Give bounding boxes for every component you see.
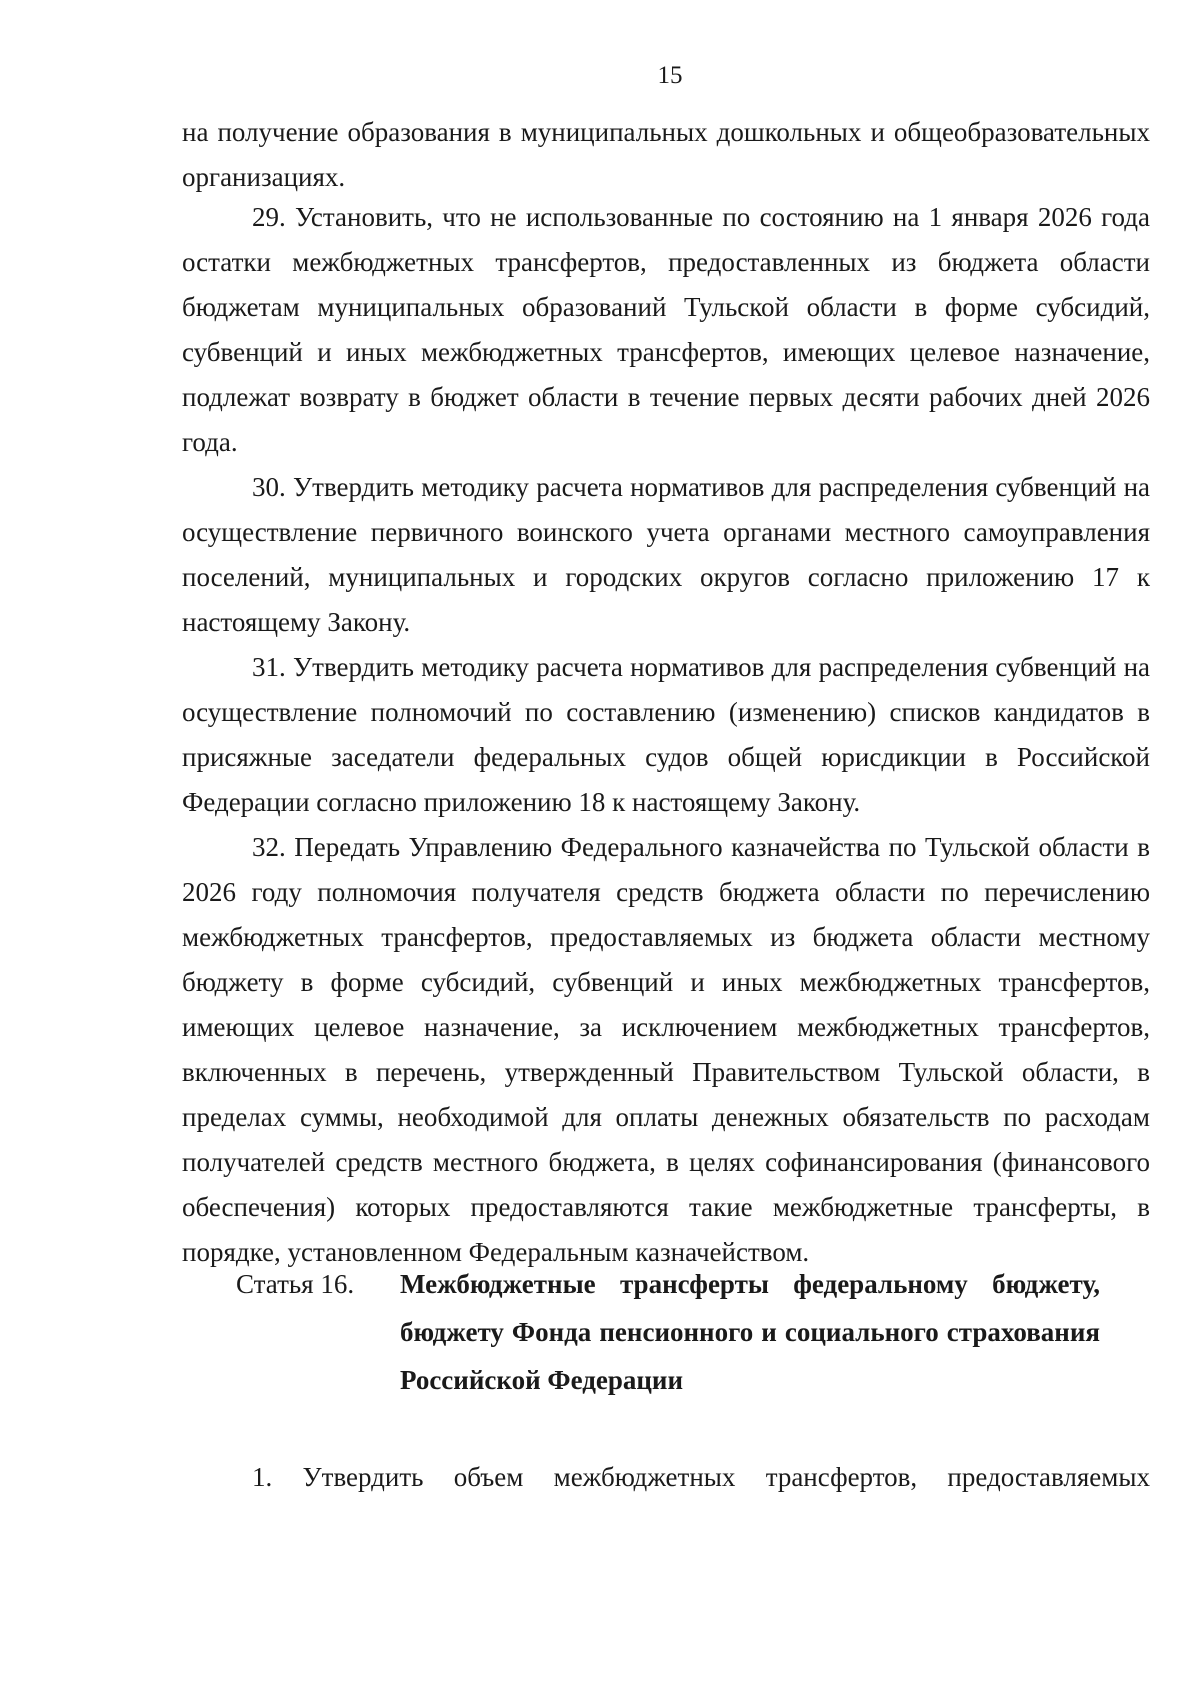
- paragraph-article-1: 1. Утвердить объем межбюджетных трансфертов, предоставляемых: [252, 1462, 1150, 1492]
- paragraph-31: 31. Утвердить методику расчета нормативов для распределения субвенций на осуществление полномочий по составлению (изменению) списков кандидатов в присяжные заседатели федеральных судов общей юрисдикции в Российской Федерации согласно приложению 18 к настоящему Закону.: [182, 652, 1150, 817]
- paragraph-32: 32. Передать Управлению Федерального казначейства по Тульской области в 2026 году полномочия получателя средств бюджета области по перечислению межбюджетных трансфертов, предоставляемых из бюджета области местному бюджету в форме субсидий, субвенций и иных межбюджетных трансфертов, имеющих целевое назначение, за исключением межбюджетных трансфертов, включенных в перечень, утвержденный Правительством Тульской области, в пределах суммы, необходимой для оплаты денежных обязательств по расходам получателей средств местного бюджета, в целях софинансирования (финансового обеспечения) которых предоставляются такие межбюджетные трансферты, в порядке, установленном Федеральным казначейством.: [182, 832, 1150, 1267]
- paragraph-29: 29. Установить, что не использованные по состоянию на 1 января 2026 года остатки межбюджетных трансфертов, предоставленных из бюджета области бюджетам муниципальных образований Тульской области в форме субсидий, субвенций и иных межбюджетных трансфертов, имеющих целевое назначение, подлежат возврату в бюджет области в течение первых десяти рабочих дней 2026 года.: [182, 202, 1150, 457]
- paragraph-continuation: на получение образования в муниципальных дошкольных и общеобразовательных организациях.: [182, 117, 1150, 192]
- article-label: Статья 16.: [236, 1269, 355, 1299]
- body-text-article: [182, 1455, 1150, 1500]
- article-title: Межбюджетные трансферты федеральному бюджету, бюджету Фонда пенсионного и социального страхования Российской Федерации: [400, 1269, 1100, 1395]
- body-text: [182, 110, 1150, 200]
- body-text-numbered: [182, 195, 1150, 1275]
- page-number: 15: [657, 62, 683, 89]
- paragraph-30: 30. Утвердить методику расчета нормативов для распределения субвенций на осуществление первичного воинского учета органами местного самоуправления поселений, муниципальных и городских округов согласно приложению 17 к настоящему Закону.: [182, 472, 1150, 637]
